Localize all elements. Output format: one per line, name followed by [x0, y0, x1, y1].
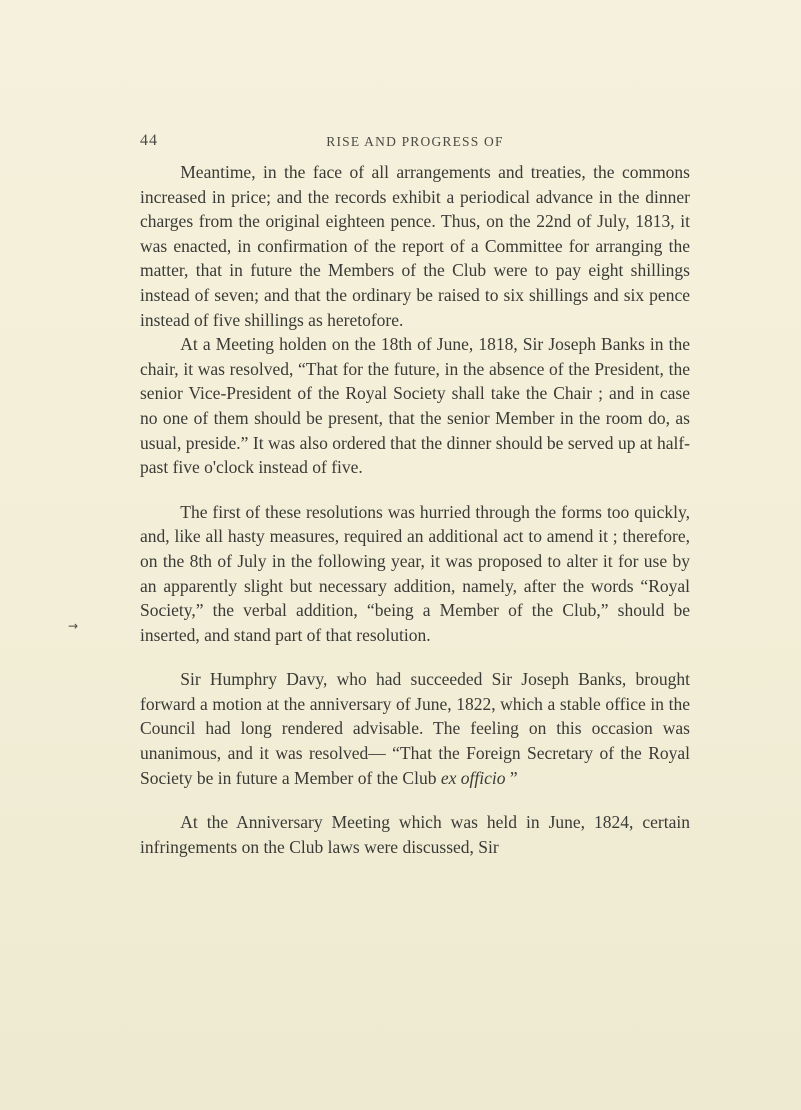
paragraph-gap [140, 790, 690, 810]
paragraph-gap [140, 647, 690, 667]
page-header [140, 132, 690, 152]
paragraph-4-close: ” [505, 767, 518, 788]
running-head: RISE AND PROGRESS OF [326, 134, 504, 149]
margin-arrow-mark: → [68, 619, 79, 633]
paragraph-3: The first of these resolutions was hurried through the forms too quickly, and, like all hasty measures, required an additional act to amend it ; therefore, on the 8th of July in the following year, it was proposed to alter it for use by an apparently slight but necessary addition, namely, after the words “Royal Society,” the verbal addition, “being a Member of the Club,” should be inserted, and stand part of that resolution. [140, 501, 690, 645]
paragraph-1: Meantime, in the face of all arrangements and treaties, the commons increased in price; and the records exhibit a periodical advance in the dinner charges from the original eighteen pence. Thus, on the 22nd of July, 1813, it was enacted, in confirmation of the report of a Committee for arranging the matter, that in future the Members of the Club were to pay eight shillings instead of seven; and that the ordinary be raised to six shillings and six pence instead of five shillings as heretofore. [140, 162, 690, 330]
paragraph-4 [140, 667, 690, 790]
paragraph-4-italic: ex officio [440, 767, 506, 788]
page-number: 44 [140, 132, 158, 149]
paragraph-gap [140, 480, 690, 500]
paragraph-2: At a Meeting holden on the 18th of June, 1818, Sir Joseph Banks in the chair, it was resolved, “That for the future, in the absence of the President, the senior Vice-President of the Royal Society shall take the Chair ; and in case no one of them should be present, that the senior Member in the room do, as usual, preside.” It was also ordered that the dinner should be served up at half-past five o'clock instead of five. [140, 334, 690, 478]
body-text [140, 160, 690, 859]
paragraph-4-text: Sir Humphry Davy, who had succeeded Sir Joseph Banks, brought forward a motion at the anniversary of June, 1822, which a stable office in the Council had long rendered advisable. The feeling on this occasion was unanimous, and it was resolved— “That the Foreign Secretary of the Royal Society be in future a Member of the Club [140, 669, 690, 788]
paragraph-5: At the Anniversary Meeting which was held in June, 1824, certain infringements on the Club laws were discussed, Sir [140, 812, 690, 857]
